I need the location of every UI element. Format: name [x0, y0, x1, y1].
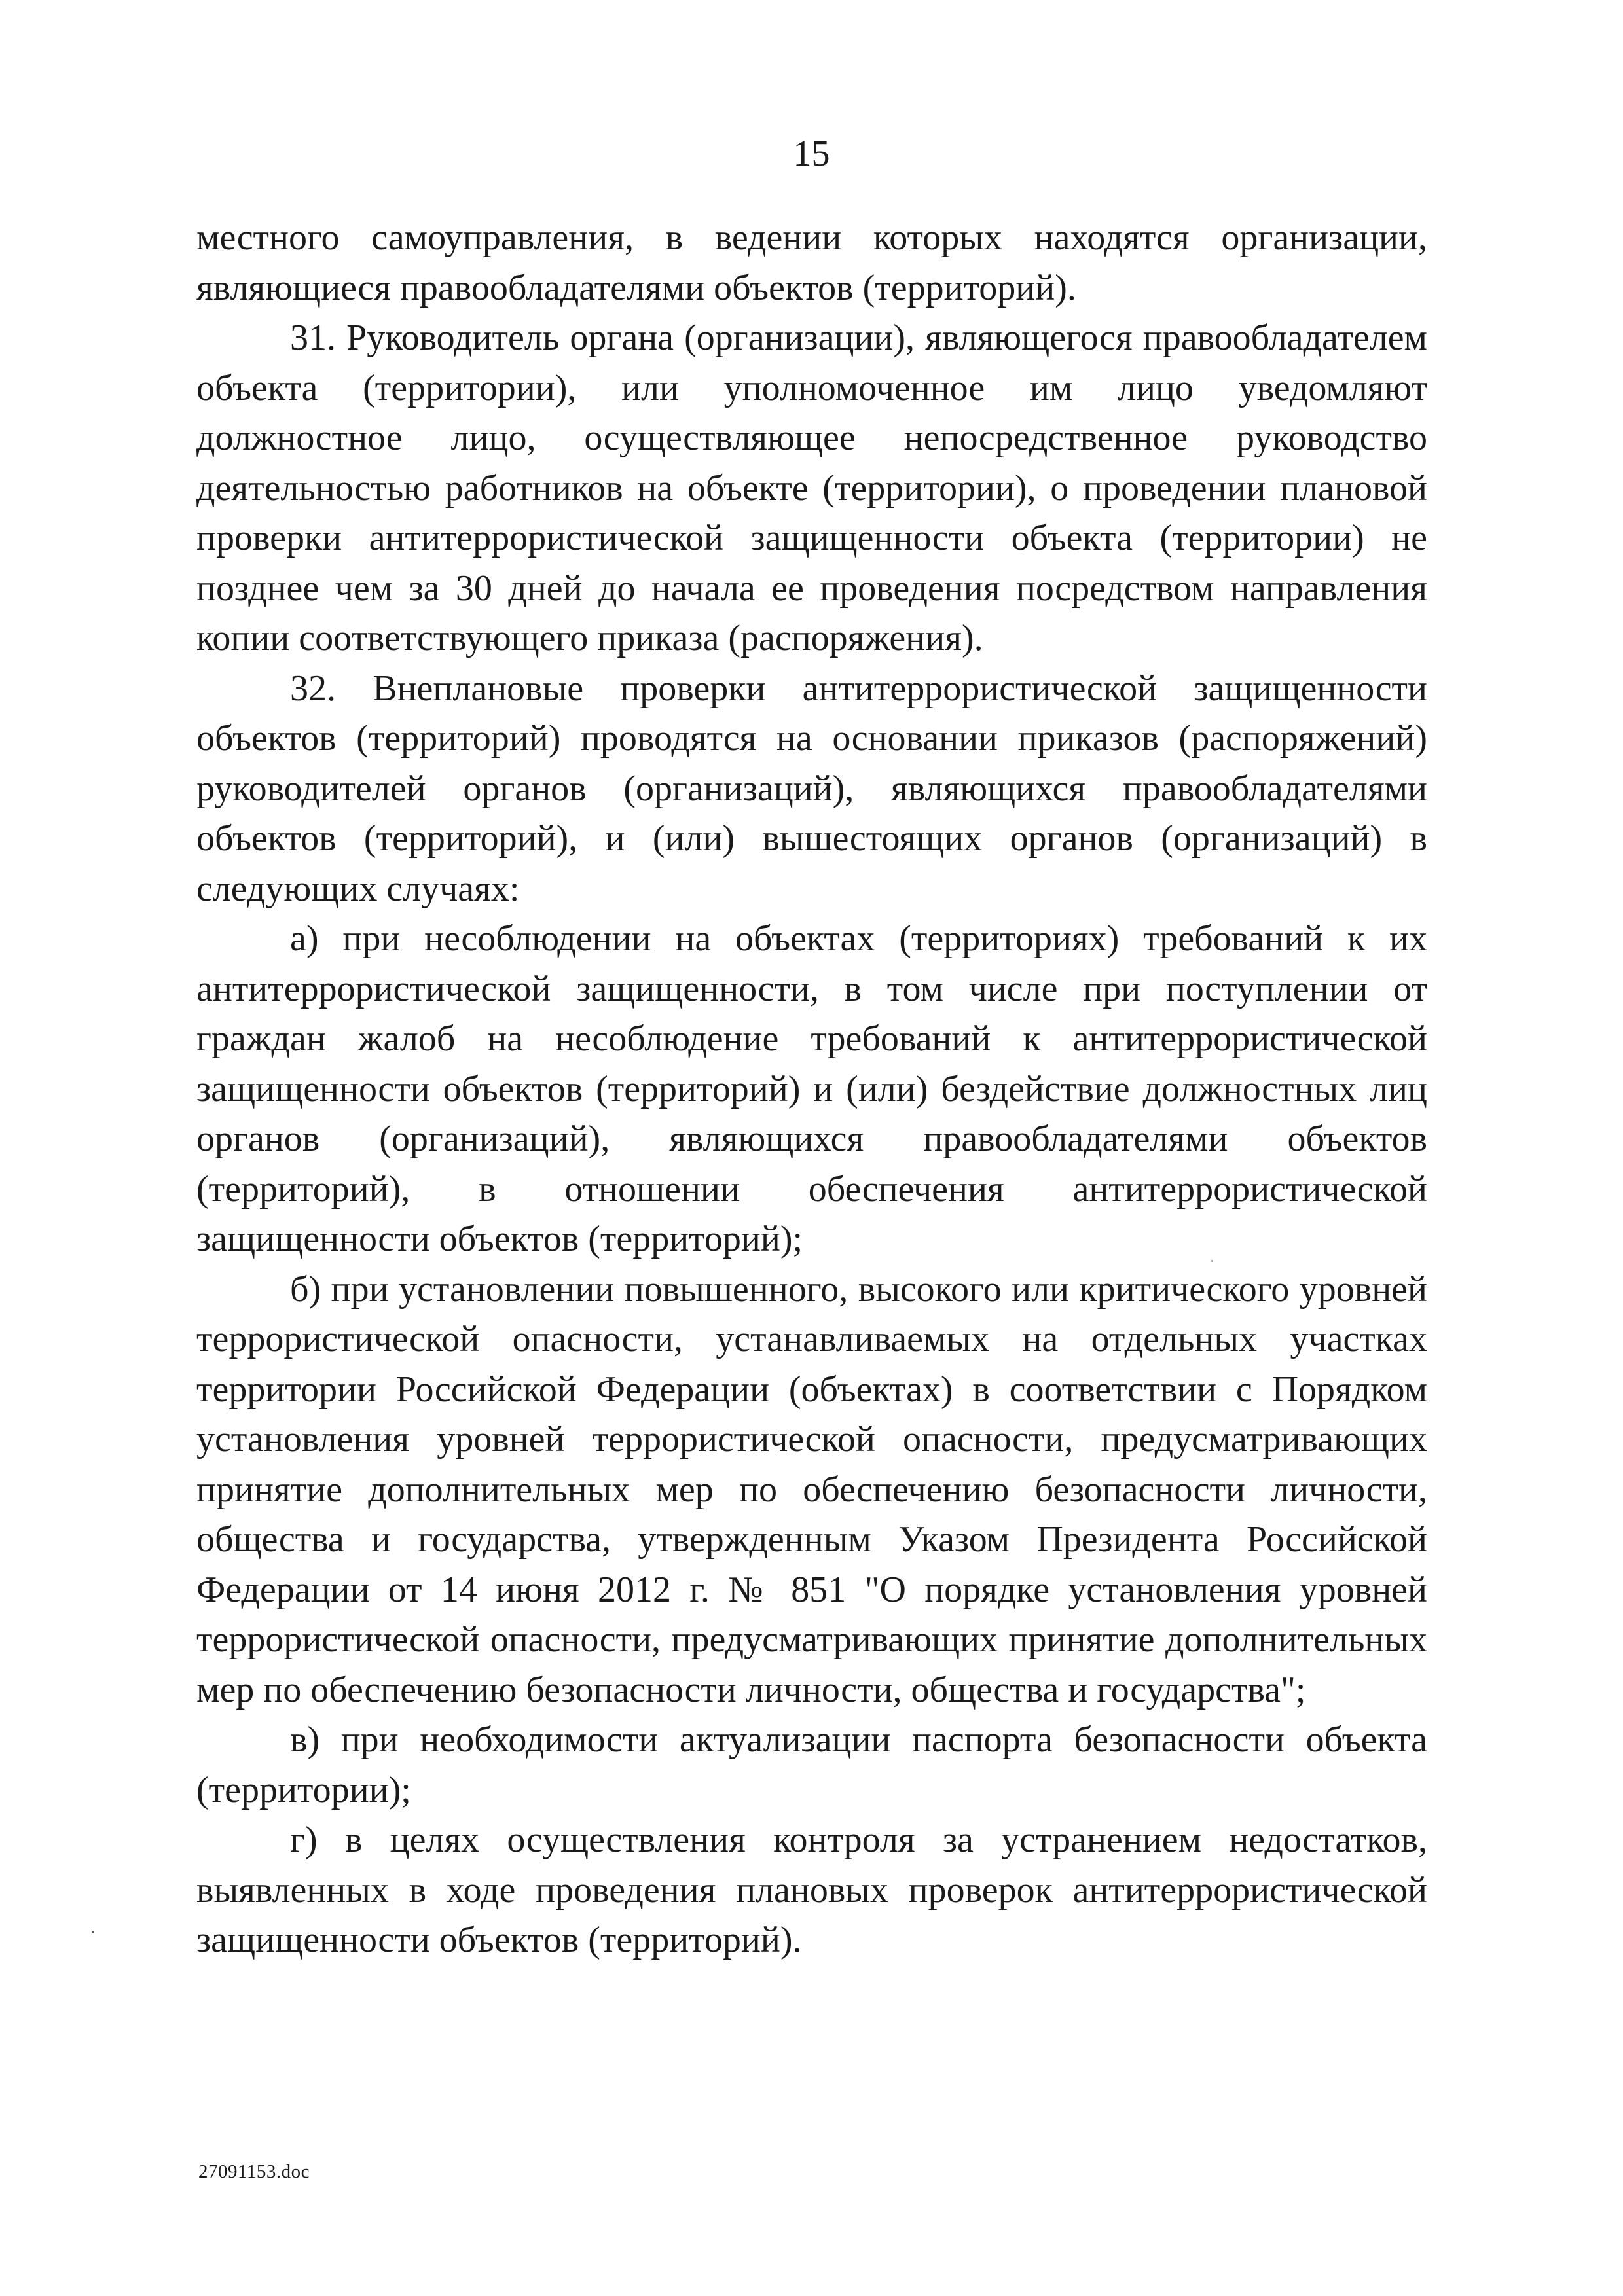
- footer-filename: 27091153.doc: [198, 2161, 310, 2182]
- paragraph-item-31: 31. Руководитель органа (организации), являющегося правообладателем объекта (территории), или уполномоченное им лицо уведомляют должностное лицо, осуществляющее непосредственное руководство деятельностью работников на объекте (территории), о проведении плановой проверки антитеррористической защищенности объекта (территории) не позднее чем за 30 дней до начала ее проведения посредством направления копии соответствующего приказа (распоряжения).: [196, 317, 1427, 658]
- document-body: [196, 213, 1427, 1965]
- paragraph-subitem-b: б) при установлении повышенного, высокого или критического уровней террористической опасности, устанавливаемых на отдельных участках территории Российской Федерации (объектах) в соответствии с Порядком установления уровней террористической опасности, предусматривающих принятие дополнительных мер по обеспечению безопасности личности, общества и государства, утвержденным Указом Президента Российской Федерации от 14 июня 2012 г. № 851 "О порядке установления уровней террористической опасности, предусматривающих принятие дополнительных мер по обеспечению безопасности личности, общества и государства";: [196, 1268, 1427, 1710]
- page-number: 15: [793, 134, 830, 174]
- paragraph-continuation: местного самоуправления, в ведении которых находятся организации, являющиеся правообладателями объектов (территорий).: [196, 217, 1427, 308]
- scan-speck: [92, 1931, 94, 1933]
- paragraph-subitem-v: в) при необходимости актуализации паспорта безопасности объекта (территории);: [196, 1719, 1427, 1810]
- paragraph-subitem-a: а) при несоблюдении на объектах (территориях) требований к их антитеррористической защищенности, в том числе при поступлении от граждан жалоб на несоблюдение требований к антитеррористической защищенности объектов (территорий) и (или) бездействие должностных лиц органов (организаций), являющихся правообладателями объектов (территорий), в отношении обеспечения антитеррористической защищенности объектов (территорий);: [196, 918, 1427, 1259]
- paragraph-item-32: 32. Внеплановые проверки антитеррористической защищенности объектов (территорий) проводятся на основании приказов (распоряжений) руководителей органов (организаций), являющихся правообладателями объектов (территорий), и (или) вышестоящих органов (организаций) в следующих случаях:: [196, 668, 1427, 909]
- paragraph-subitem-g: г) в целях осуществления контроля за устранением недостатков, выявленных в ходе проведения плановых проверок антитеррористической защищенности объектов (территорий).: [196, 1820, 1427, 1960]
- scan-speck: [1211, 1260, 1213, 1262]
